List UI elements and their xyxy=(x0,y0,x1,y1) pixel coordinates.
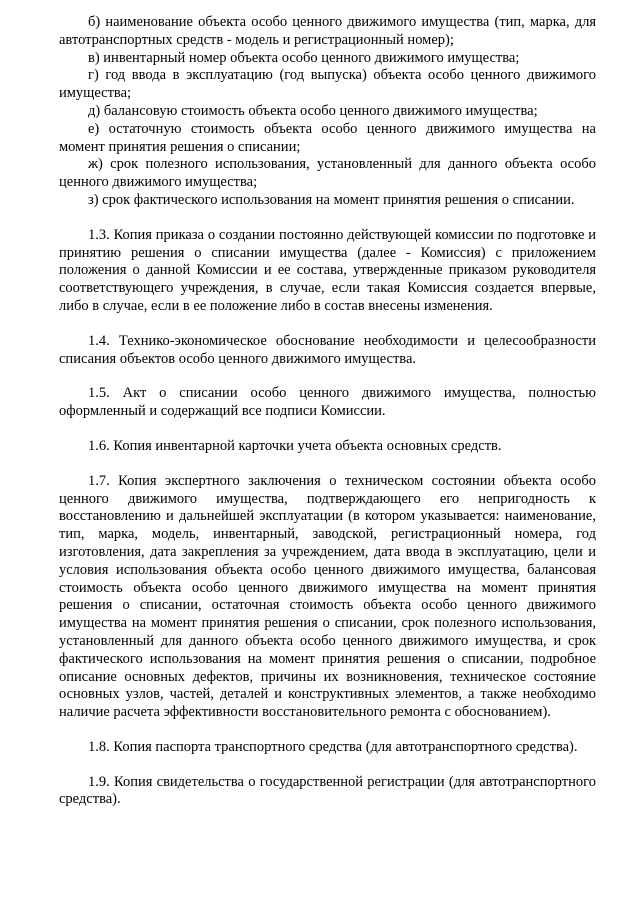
list-item-b: б) наименование объекта особо ценного движимого имущества (тип, марка, для автотранспортных средств - модель и регистрационный номер); xyxy=(59,14,596,48)
paragraph-1-6: 1.6. Копия инвентарной карточки учета объекта основных средств. xyxy=(88,437,502,454)
paragraph-1-5: 1.5. Акт о списании особо ценного движимого имущества, полностью оформленный и содержащий все подписи Комиссии. xyxy=(59,385,596,420)
paragraph-1-4: 1.4. Технико-экономическое обоснование необходимости и целесообразности списания объектов особо ценного движимого имущества. xyxy=(59,332,596,367)
document-page xyxy=(59,14,596,809)
paragraph-1-9: 1.9. Копия свидетельства о государственной регистрации (для автотранспортного средства). xyxy=(59,773,596,808)
list-item-z: з) срок фактического использования на момент принятия решения о списании. xyxy=(88,191,575,208)
list-item-d: д) балансовую стоимость объекта особо ценного движимого имущества; xyxy=(88,102,538,119)
list-item-g: г) год ввода в эксплуатацию (год выпуска) объекта особо ценного движимого имущества; xyxy=(59,67,596,102)
list-item-v: в) инвентарный номер объекта особо ценного движимого имущества; xyxy=(88,49,520,66)
list-item-zh: ж) срок полезного использования, установленный для данного объекта особо ценного движимого имущества; xyxy=(59,156,596,191)
list-item-e: е) остаточную стоимость объекта особо ценного движимого имущества на момент принятия решения о списании; xyxy=(59,120,596,155)
paragraph-1-7: 1.7. Копия экспертного заключения о техническом состоянии объекта особо ценного движимого имущества, подтверждающего его непригодность к восстановлению и дальнейшей эксплуатации (в котором указывается: наименование, тип, марка, модель, инвентарный, заводской, регистрационный номера, год изготовления, дата закрепления за учреждением, дата ввода в эксплуатацию, цели и условия использования объекта особо ценного движимого имущества, балансовая стоимость объекта особо ценного движимого имущества на момент принятия решения о списании, остаточная стоимость объекта особо ценного движимого имущества на момент принятия решения о списании, срок полезного использования, установленный для данного объекта особо ценного движимого имущества, и срок фактического использования на момент принятия решения о списании, подробное описание основных дефектов, причины их возникновения, техническое состояние основных узлов, частей, деталей и конструктивных элементов, а также необходимо наличие расчета эффективности восстановительного ремонта с обоснованием). xyxy=(59,472,596,721)
paragraph-1-3: 1.3. Копия приказа о создании постоянно действующей комиссии по подготовке и принятию решения о списании имущества (далее - Комиссия) с приложением положения о данной Комиссии и ее состава, утвержденные приказом руководителя соответствующего учреждения, в случае, если такая Комиссия создается впервые, либо в случае, если в ее положение либо в состав внесены изменения. xyxy=(59,226,596,314)
paragraph-1-8: 1.8. Копия паспорта транспортного средства (для автотранспортного средства). xyxy=(88,738,578,755)
